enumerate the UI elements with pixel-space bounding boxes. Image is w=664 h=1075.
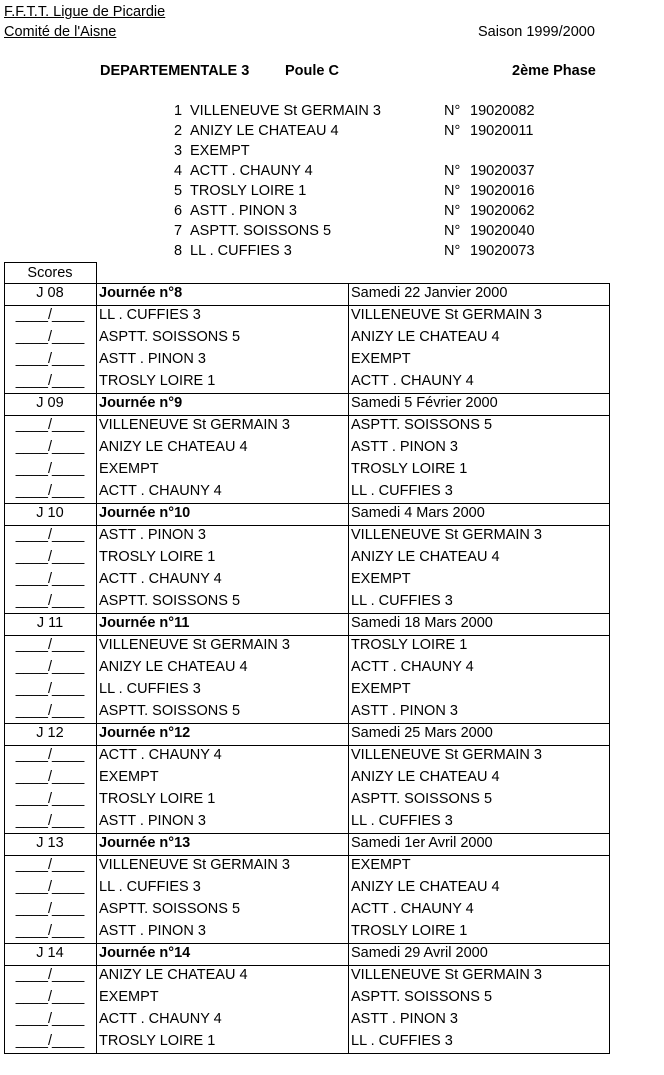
table-left-border [4, 283, 5, 1053]
away-team: ASTT . PINON 3 [348, 701, 610, 723]
round-date: Samedi 18 Mars 2000 [348, 613, 610, 635]
away-team: ASTT . PINON 3 [348, 437, 610, 459]
team-reg-prefix: N° [444, 243, 461, 259]
away-team: ASPTT. SOISSONS 5 [348, 987, 610, 1009]
score-input[interactable]: ____/____ [15, 659, 85, 675]
team-number: 6 [174, 203, 183, 219]
away-team: EXEMPT [348, 855, 610, 877]
home-team: ANIZY LE CHATEAU 4 [96, 437, 348, 459]
team-number: 8 [174, 243, 183, 259]
team-number: 5 [174, 183, 183, 199]
home-team: EXEMPT [96, 987, 348, 1009]
team-number: 2 [174, 123, 183, 139]
home-team: ASPTT. SOISSONS 5 [96, 327, 348, 349]
round-code: J 14 [36, 945, 64, 961]
home-team: EXEMPT [96, 459, 348, 481]
phase-title: 2ème Phase [512, 63, 596, 79]
home-team: TROSLY LOIRE 1 [96, 547, 348, 569]
score-input[interactable]: ____/____ [15, 791, 85, 807]
away-team: VILLENEUVE St GERMAIN 3 [348, 305, 610, 327]
team-reg-prefix: N° [444, 103, 461, 119]
away-team: EXEMPT [348, 569, 610, 591]
away-team: LL . CUFFIES 3 [348, 481, 610, 503]
round-title: Journée n°12 [96, 723, 348, 745]
round-code: J 09 [36, 395, 64, 411]
round-title: Journée n°14 [96, 943, 348, 965]
score-input[interactable]: ____/____ [15, 989, 85, 1005]
scores-header: Scores [27, 265, 73, 281]
home-team: ANIZY LE CHATEAU 4 [96, 657, 348, 679]
score-input[interactable]: ____/____ [15, 703, 85, 719]
score-input[interactable]: ____/____ [15, 329, 85, 345]
team-name: VILLENEUVE St GERMAIN 3 [190, 103, 381, 119]
team-name: ASPTT. SOISSONS 5 [190, 223, 332, 239]
home-team: EXEMPT [96, 767, 348, 789]
home-team: ANIZY LE CHATEAU 4 [96, 965, 348, 987]
team-reg-number: 19020073 [470, 243, 535, 259]
round-code: J 08 [36, 285, 64, 301]
round-date: Samedi 4 Mars 2000 [348, 503, 610, 525]
away-team: TROSLY LOIRE 1 [348, 635, 610, 657]
home-team: ACTT . CHAUNY 4 [96, 569, 348, 591]
table-bottom-border [4, 1053, 610, 1054]
home-team: LL . CUFFIES 3 [96, 305, 348, 327]
team-name: ASTT . PINON 3 [190, 203, 297, 219]
away-team: LL . CUFFIES 3 [348, 1031, 610, 1053]
home-team: LL . CUFFIES 3 [96, 877, 348, 899]
schedule-table [4, 262, 610, 1053]
home-team: ASPTT. SOISSONS 5 [96, 591, 348, 613]
team-reg-prefix: N° [444, 183, 461, 199]
score-input[interactable]: ____/____ [15, 879, 85, 895]
away-team: LL . CUFFIES 3 [348, 591, 610, 613]
team-name: EXEMPT [190, 143, 250, 159]
score-input[interactable]: ____/____ [15, 527, 85, 543]
round-code: J 12 [36, 725, 64, 741]
home-team: ASTT . PINON 3 [96, 349, 348, 371]
score-input[interactable]: ____/____ [15, 857, 85, 873]
away-team: ANIZY LE CHATEAU 4 [348, 767, 610, 789]
team-name: ACTT . CHAUNY 4 [190, 163, 313, 179]
team-number: 7 [174, 223, 183, 239]
away-team: ASTT . PINON 3 [348, 1009, 610, 1031]
round-title: Journée n°10 [96, 503, 348, 525]
home-team: VILLENEUVE St GERMAIN 3 [96, 855, 348, 877]
team-name: LL . CUFFIES 3 [190, 243, 292, 259]
team-number: 4 [174, 163, 183, 179]
away-team: EXEMPT [348, 679, 610, 701]
round-code: J 10 [36, 505, 64, 521]
score-input[interactable]: ____/____ [15, 549, 85, 565]
season-label: Saison 1999/2000 [478, 24, 595, 40]
committee-name: Comité de l'Aisne [4, 24, 117, 40]
score-input[interactable]: ____/____ [15, 483, 85, 499]
away-team: ACTT . CHAUNY 4 [348, 657, 610, 679]
round-date: Samedi 5 Février 2000 [348, 393, 610, 415]
away-team: TROSLY LOIRE 1 [348, 921, 610, 943]
home-team: ASTT . PINON 3 [96, 811, 348, 833]
home-team: LL . CUFFIES 3 [96, 679, 348, 701]
team-reg-prefix: N° [444, 223, 461, 239]
away-team: ANIZY LE CHATEAU 4 [348, 547, 610, 569]
team-reg-number: 19020082 [470, 103, 535, 119]
score-input[interactable]: ____/____ [15, 439, 85, 455]
away-team: TROSLY LOIRE 1 [348, 459, 610, 481]
score-input[interactable]: ____/____ [15, 351, 85, 367]
home-team: TROSLY LOIRE 1 [96, 1031, 348, 1053]
team-name: ANIZY LE CHATEAU 4 [190, 123, 339, 139]
division-title: DEPARTEMENTALE 3 [100, 63, 250, 79]
home-team: VILLENEUVE St GERMAIN 3 [96, 635, 348, 657]
score-input[interactable]: ____/____ [15, 417, 85, 433]
score-input[interactable]: ____/____ [15, 967, 85, 983]
round-date: Samedi 1er Avril 2000 [348, 833, 610, 855]
league-name: F.F.T.T. Ligue de Picardie [4, 4, 166, 20]
team-name: TROSLY LOIRE 1 [190, 183, 307, 199]
team-reg-prefix: N° [444, 123, 461, 139]
score-input[interactable]: ____/____ [15, 769, 85, 785]
home-team: ACTT . CHAUNY 4 [96, 1009, 348, 1031]
round-code: J 11 [36, 615, 64, 631]
score-input[interactable]: ____/____ [15, 637, 85, 653]
away-team: ASPTT. SOISSONS 5 [348, 789, 610, 811]
round-title: Journée n°8 [96, 283, 348, 305]
round-date: Samedi 29 Avril 2000 [348, 943, 610, 965]
away-team: ANIZY LE CHATEAU 4 [348, 877, 610, 899]
away-team: VILLENEUVE St GERMAIN 3 [348, 745, 610, 767]
home-team: ASPTT. SOISSONS 5 [96, 899, 348, 921]
home-team: ASPTT. SOISSONS 5 [96, 701, 348, 723]
home-team: TROSLY LOIRE 1 [96, 371, 348, 393]
round-title: Journée n°13 [96, 833, 348, 855]
score-input[interactable]: ____/____ [15, 571, 85, 587]
away-team: ANIZY LE CHATEAU 4 [348, 327, 610, 349]
round-date: Samedi 25 Mars 2000 [348, 723, 610, 745]
team-reg-number: 19020037 [470, 163, 535, 179]
score-input[interactable]: ____/____ [15, 1011, 85, 1027]
away-team: ACTT . CHAUNY 4 [348, 899, 610, 921]
score-input[interactable]: ____/____ [15, 901, 85, 917]
team-reg-prefix: N° [444, 163, 461, 179]
score-input[interactable]: ____/____ [15, 307, 85, 323]
home-team: TROSLY LOIRE 1 [96, 789, 348, 811]
score-input[interactable]: ____/____ [15, 813, 85, 829]
away-team: EXEMPT [348, 349, 610, 371]
score-input[interactable]: ____/____ [15, 923, 85, 939]
round-date: Samedi 22 Janvier 2000 [348, 283, 610, 305]
team-reg-number: 19020040 [470, 223, 535, 239]
away-team: LL . CUFFIES 3 [348, 811, 610, 833]
team-number: 1 [174, 103, 183, 119]
away-team: VILLENEUVE St GERMAIN 3 [348, 525, 610, 547]
home-team: ACTT . CHAUNY 4 [96, 745, 348, 767]
team-reg-number: 19020016 [470, 183, 535, 199]
round-title: Journée n°9 [96, 393, 348, 415]
away-team: ASPTT. SOISSONS 5 [348, 415, 610, 437]
score-input[interactable]: ____/____ [15, 681, 85, 697]
home-team: ASTT . PINON 3 [96, 525, 348, 547]
round-title: Journée n°11 [96, 613, 348, 635]
home-team: ACTT . CHAUNY 4 [96, 481, 348, 503]
round-code: J 13 [36, 835, 64, 851]
away-team: VILLENEUVE St GERMAIN 3 [348, 965, 610, 987]
team-number: 3 [174, 143, 183, 159]
team-reg-number: 19020062 [470, 203, 535, 219]
score-input[interactable]: ____/____ [15, 593, 85, 609]
team-reg-number: 19020011 [470, 123, 534, 139]
score-input[interactable]: ____/____ [15, 1033, 85, 1049]
away-team: ACTT . CHAUNY 4 [348, 371, 610, 393]
pool-title: Poule C [285, 63, 339, 79]
team-reg-prefix: N° [444, 203, 461, 219]
score-input[interactable]: ____/____ [15, 747, 85, 763]
home-team: VILLENEUVE St GERMAIN 3 [96, 415, 348, 437]
home-team: ASTT . PINON 3 [96, 921, 348, 943]
score-input[interactable]: ____/____ [15, 373, 85, 389]
score-input[interactable]: ____/____ [15, 461, 85, 477]
